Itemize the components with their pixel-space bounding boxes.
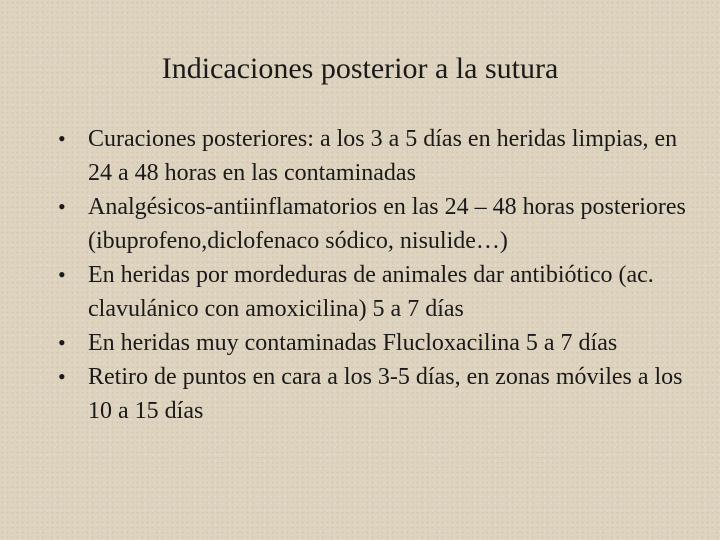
- bullet-icon: •: [58, 330, 66, 355]
- bullet-icon: •: [58, 194, 66, 219]
- bullet-text: Curaciones posteriores: a los 3 a 5 días en heridas limpias, en 24 a 48 horas en las contaminadas: [88, 126, 678, 186]
- bullet-item: [58, 326, 698, 360]
- bullet-item: [58, 258, 698, 326]
- bullet-item: [58, 122, 698, 190]
- bullet-icon: •: [58, 262, 66, 287]
- bullet-text: En heridas por mordeduras de animales dar antibiótico (ac. clavulánico con amoxicilina) 5 a 7 días: [88, 262, 654, 322]
- slide-title: Indicaciones posterior a la sutura: [161, 52, 559, 85]
- bullet-text: Retiro de puntos en cara a los 3-5 días, en zonas móviles a los 10 a 15 días: [88, 364, 683, 424]
- bullet-text: Analgésicos-antiinflamatorios en las 24 – 48 horas posteriores (ibuprofeno,diclofenaco sódico, nisulide…): [88, 194, 686, 254]
- bullet-text: En heridas muy contaminadas Flucloxacilina 5 a 7 días: [88, 330, 618, 356]
- bullet-icon: •: [58, 364, 66, 389]
- bullet-icon: •: [58, 126, 66, 151]
- bullet-list: [58, 122, 698, 428]
- bullet-item: [58, 190, 698, 258]
- bullet-item: [58, 360, 698, 428]
